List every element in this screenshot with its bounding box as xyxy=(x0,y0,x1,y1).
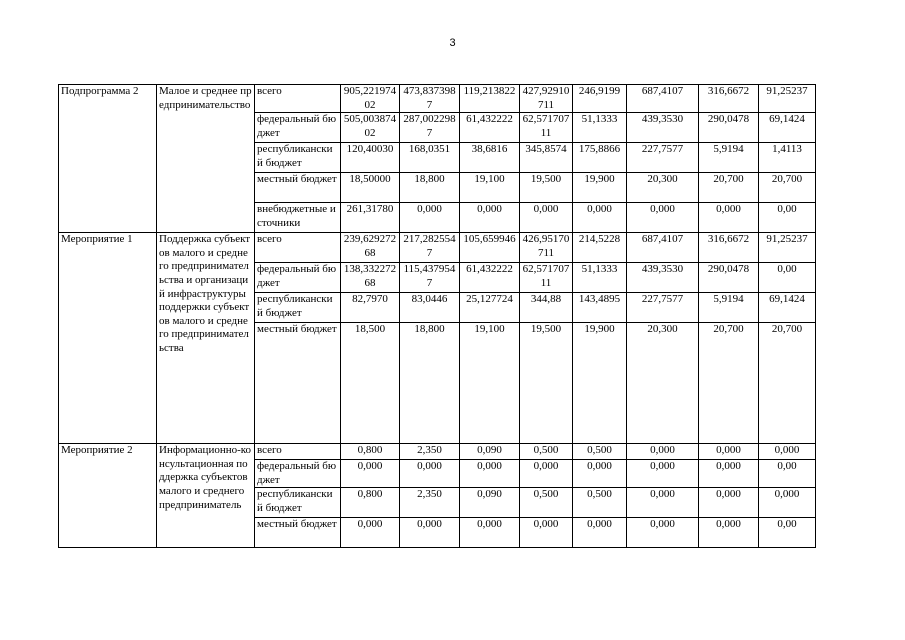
value-cell: 473,8373987 xyxy=(400,85,460,113)
value-cell: 0,000 xyxy=(627,460,699,488)
value-cell: 83,0446 xyxy=(400,293,460,323)
value-cell: 115,4379547 xyxy=(400,263,460,293)
funding-source-cell: местный бюджет xyxy=(255,173,341,203)
value-cell: 62,57170711 xyxy=(520,263,573,293)
value-cell: 19,100 xyxy=(460,323,520,444)
value-cell: 0,000 xyxy=(627,444,699,460)
value-cell: 0,000 xyxy=(341,518,400,548)
value-cell: 5,9194 xyxy=(699,293,759,323)
value-cell: 0,500 xyxy=(573,488,627,518)
value-cell: 0,000 xyxy=(699,488,759,518)
value-cell: 687,4107 xyxy=(627,233,699,263)
value-cell: 18,500 xyxy=(341,323,400,444)
value-cell: 0,000 xyxy=(627,488,699,518)
value-cell: 168,0351 xyxy=(400,143,460,173)
value-cell: 18,800 xyxy=(400,173,460,203)
funding-source-cell: внебюджетные источники xyxy=(255,203,341,233)
value-cell: 0,500 xyxy=(520,488,573,518)
funding-source-cell: федеральный бюджет xyxy=(255,460,341,488)
value-cell: 0,800 xyxy=(341,444,400,460)
funding-source-cell: всего xyxy=(255,233,341,263)
value-cell: 214,5228 xyxy=(573,233,627,263)
value-cell: 0,000 xyxy=(520,518,573,548)
value-cell: 0,000 xyxy=(699,203,759,233)
table-row xyxy=(59,444,816,460)
value-cell: 316,6672 xyxy=(699,85,759,113)
value-cell: 261,31780 xyxy=(341,203,400,233)
value-cell: 0,000 xyxy=(341,460,400,488)
funding-source-cell: республиканский бюджет xyxy=(255,293,341,323)
value-cell: 439,3530 xyxy=(627,113,699,143)
section-cell: Мероприятие 2 xyxy=(59,444,157,548)
value-cell: 20,300 xyxy=(627,323,699,444)
funding-source-cell: федеральный бюджет xyxy=(255,113,341,143)
page-number: 3 xyxy=(449,37,456,49)
value-cell: 5,9194 xyxy=(699,143,759,173)
value-cell: 19,900 xyxy=(573,323,627,444)
value-cell: 38,6816 xyxy=(460,143,520,173)
value-cell: 427,92910711 xyxy=(520,85,573,113)
value-cell: 344,88 xyxy=(520,293,573,323)
activity-name-cell: Поддержка субъектов малого и среднего предпринимательства и организаций инфраструктуры поддержки субъектов малого и среднего предпринимательства xyxy=(157,233,255,444)
value-cell: 0,000 xyxy=(573,203,627,233)
activity-name-cell: Малое и среднее предпринимательство xyxy=(157,85,255,233)
value-cell: 20,700 xyxy=(759,323,816,444)
value-cell: 20,700 xyxy=(759,173,816,203)
table-row xyxy=(59,85,816,113)
value-cell: 19,900 xyxy=(573,173,627,203)
value-cell: 0,00 xyxy=(759,203,816,233)
value-cell: 20,300 xyxy=(627,173,699,203)
value-cell: 227,7577 xyxy=(627,143,699,173)
value-cell: 25,127724 xyxy=(460,293,520,323)
table-body xyxy=(59,85,816,548)
value-cell: 69,1424 xyxy=(759,293,816,323)
value-cell: 0,800 xyxy=(341,488,400,518)
value-cell: 0,000 xyxy=(400,203,460,233)
value-cell: 18,800 xyxy=(400,323,460,444)
value-cell: 61,432222 xyxy=(460,113,520,143)
value-cell: 239,62927268 xyxy=(341,233,400,263)
value-cell: 0,500 xyxy=(520,444,573,460)
value-cell: 505,00387402 xyxy=(341,113,400,143)
value-cell: 119,213822 xyxy=(460,85,520,113)
value-cell: 0,500 xyxy=(573,444,627,460)
value-cell: 0,00 xyxy=(759,460,816,488)
value-cell: 287,0022987 xyxy=(400,113,460,143)
value-cell: 439,3530 xyxy=(627,263,699,293)
value-cell: 51,1333 xyxy=(573,113,627,143)
value-cell: 426,95170711 xyxy=(520,233,573,263)
value-cell: 0,000 xyxy=(400,518,460,548)
value-cell: 0,000 xyxy=(573,460,627,488)
value-cell: 687,4107 xyxy=(627,85,699,113)
value-cell: 0,000 xyxy=(699,460,759,488)
value-cell: 0,000 xyxy=(520,203,573,233)
value-cell: 2,350 xyxy=(400,488,460,518)
value-cell: 0,000 xyxy=(573,518,627,548)
value-cell: 0,000 xyxy=(520,460,573,488)
value-cell: 175,8866 xyxy=(573,143,627,173)
funding-source-cell: местный бюджет xyxy=(255,518,341,548)
value-cell: 20,700 xyxy=(699,323,759,444)
table-row xyxy=(59,233,816,263)
value-cell: 0,00 xyxy=(759,518,816,548)
section-cell: Подпрограмма 2 xyxy=(59,85,157,233)
activity-name-cell: Информационно-консультационная поддержка субъектов малого и среднего предприниматель xyxy=(157,444,255,548)
value-cell: 345,8574 xyxy=(520,143,573,173)
value-cell: 91,25237 xyxy=(759,233,816,263)
value-cell: 19,100 xyxy=(460,173,520,203)
value-cell: 0,00 xyxy=(759,263,816,293)
value-cell: 20,700 xyxy=(699,173,759,203)
value-cell: 61,432222 xyxy=(460,263,520,293)
funding-source-cell: республиканский бюджет xyxy=(255,488,341,518)
value-cell: 0,000 xyxy=(627,518,699,548)
value-cell: 227,7577 xyxy=(627,293,699,323)
value-cell: 62,57170711 xyxy=(520,113,573,143)
value-cell: 18,50000 xyxy=(341,173,400,203)
value-cell: 290,0478 xyxy=(699,263,759,293)
value-cell: 1,4113 xyxy=(759,143,816,173)
funding-source-cell: федеральный бюджет xyxy=(255,263,341,293)
value-cell: 316,6672 xyxy=(699,233,759,263)
value-cell: 120,40030 xyxy=(341,143,400,173)
value-cell: 91,25237 xyxy=(759,85,816,113)
section-cell: Мероприятие 1 xyxy=(59,233,157,444)
value-cell: 290,0478 xyxy=(699,113,759,143)
funding-source-cell: местный бюджет xyxy=(255,323,341,444)
value-cell: 143,4895 xyxy=(573,293,627,323)
value-cell: 0,000 xyxy=(460,203,520,233)
value-cell: 246,9199 xyxy=(573,85,627,113)
value-cell: 82,7970 xyxy=(341,293,400,323)
value-cell: 19,500 xyxy=(520,173,573,203)
funding-source-cell: всего xyxy=(255,85,341,113)
value-cell: 69,1424 xyxy=(759,113,816,143)
value-cell: 0,000 xyxy=(759,444,816,460)
value-cell: 217,2825547 xyxy=(400,233,460,263)
value-cell: 0,000 xyxy=(699,518,759,548)
value-cell: 138,33227268 xyxy=(341,263,400,293)
value-cell: 105,659946 xyxy=(460,233,520,263)
value-cell: 0,000 xyxy=(460,518,520,548)
value-cell: 51,1333 xyxy=(573,263,627,293)
value-cell: 0,000 xyxy=(627,203,699,233)
value-cell: 2,350 xyxy=(400,444,460,460)
value-cell: 905,22197402 xyxy=(341,85,400,113)
value-cell: 0,090 xyxy=(460,444,520,460)
budget-table xyxy=(58,84,816,548)
value-cell: 19,500 xyxy=(520,323,573,444)
funding-source-cell: республиканский бюджет xyxy=(255,143,341,173)
funding-source-cell: всего xyxy=(255,444,341,460)
value-cell: 0,000 xyxy=(460,460,520,488)
value-cell: 0,000 xyxy=(699,444,759,460)
value-cell: 0,090 xyxy=(460,488,520,518)
value-cell: 0,000 xyxy=(400,460,460,488)
value-cell: 0,000 xyxy=(759,488,816,518)
